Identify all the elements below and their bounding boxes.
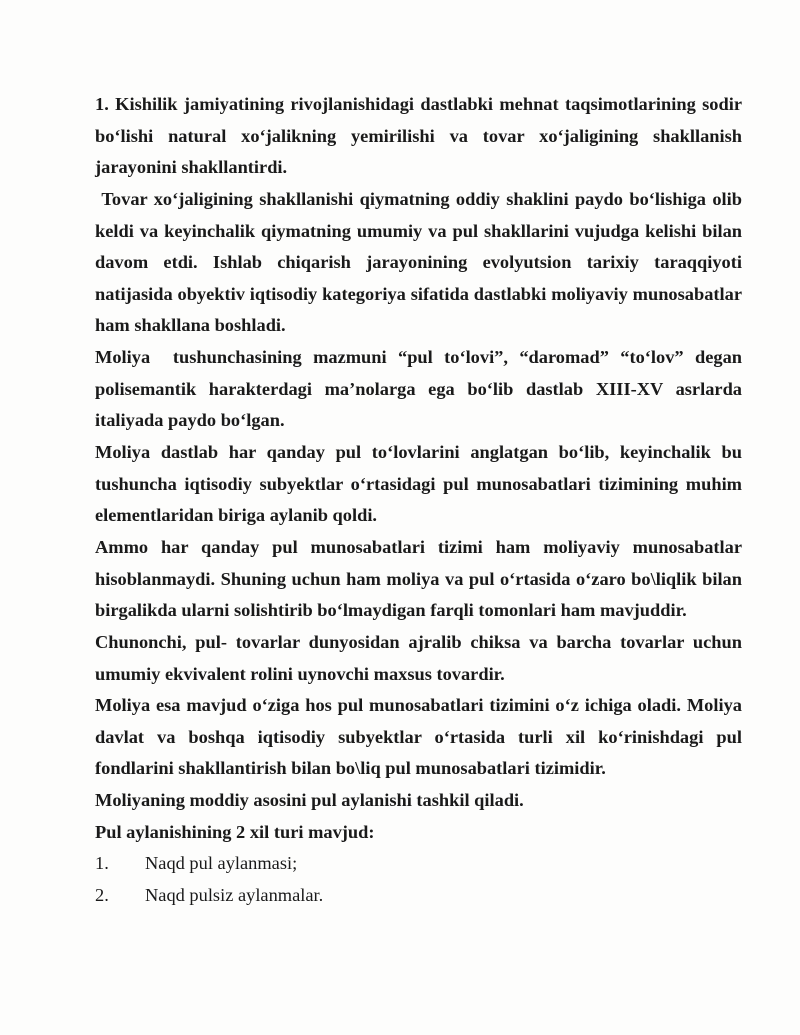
paragraph-4-line: Moliya dastlab har qanday pul to‘lovlarini anglatgan bo‘lib, keyinchalik bu [95, 442, 742, 463]
paragraph-6-line: umumiy ekvivalent rolini uynovchi maxsus tovardir. [95, 663, 505, 684]
paragraph-4-line: elementlaridan biriga aylanib qoldi. [95, 505, 378, 526]
paragraph-2-line: ham shakllana boshladi. [95, 315, 286, 336]
list-item-number: 2. [95, 885, 109, 906]
paragraph-5-line: Ammo har qanday pul munosabatlari tizimi ham moliyaviy munosabatlar [95, 536, 742, 557]
paragraph-9-line: Pul aylanishining 2 xil turi mavjud: [95, 821, 375, 842]
paragraph-8-line: Moliyaning moddiy asosini pul aylanishi tashkil qiladi. [95, 790, 524, 811]
paragraph-1-line: 1. Kishilik jamiyatining rivojlanishidagi dastlabki mehnat taqsimotlarining sodir [95, 94, 742, 114]
paragraph-7-line: davlat va boshqa iqtisodiy subyektlar o‘rtasida turli xil ko‘rinishdagi pul [95, 726, 742, 747]
list-item-text: Naqd pul aylanmasi; [145, 853, 298, 874]
paragraph-7-line: fondlarini shakllantirish bilan bo\liq pul munosabatlari tizimidir. [95, 758, 606, 779]
document-body [95, 89, 742, 912]
list-item-text: Naqd pulsiz aylanmalar. [145, 885, 324, 906]
paragraph-3-line: italiyada paydo bo‘lgan. [95, 410, 285, 431]
paragraph-3-line: polisemantik harakterdagi ma’nolarga ega bo‘lib dastlab XIII-XV asrlarda [95, 378, 742, 399]
paragraph-6-line: Chunonchi, pul- tovarlar dunyosidan ajralib chiksa va barcha tovarlar uchun [95, 631, 742, 652]
paragraph-4-line: tushuncha iqtisodiy subyektlar o‘rtasidagi pul munosabatlari tizimining muhim [95, 473, 742, 494]
list-item-number: 1. [95, 853, 109, 874]
paragraph-2-line: Tovar xo‘jaligining shakllanishi qiymatning oddiy shaklini paydo bo‘lishiga olib [95, 188, 742, 209]
paragraph-1-line: jarayonini shakllantirdi. [95, 157, 288, 178]
paragraph-2-line: natijasida obyektiv iqtisodiy kategoriya sifatida dastlabki moliyaviy munosabatlar [95, 283, 742, 304]
numbered-list-item-1 [95, 848, 742, 880]
paragraph-1-line: bo‘lishi natural xo‘jalikning yemirilishi va tovar xo‘jaligining shakllanish [95, 125, 742, 146]
numbered-list-item-2 [95, 880, 742, 912]
paragraph-2-line: davom etdi. Ishlab chiqarish jarayonining evolyutsion tarixiy taraqqiyoti [95, 252, 742, 273]
paragraph-3-line: Moliya tushunchasining mazmuni “pul to‘lovi”, “daromad” “to‘lov” degan [95, 347, 742, 368]
paragraph-2-line: keldi va keyinchalik qiymatning umumiy va pul shakllarini vujudga kelishi bilan [95, 220, 742, 241]
paragraph-7-line: Moliya esa mavjud o‘ziga hos pul munosabatlari tizimini o‘z ichiga oladi. Moliya [95, 695, 742, 716]
paragraph-5-line: hisoblanmaydi. Shuning uchun ham moliya va pul o‘rtasida o‘zaro bo\liqlik bilan [95, 568, 742, 589]
paragraph-5-line: birgalikda ularni solishtirib bo‘lmaydigan farqli tomonlari ham mavjuddir. [95, 600, 687, 621]
